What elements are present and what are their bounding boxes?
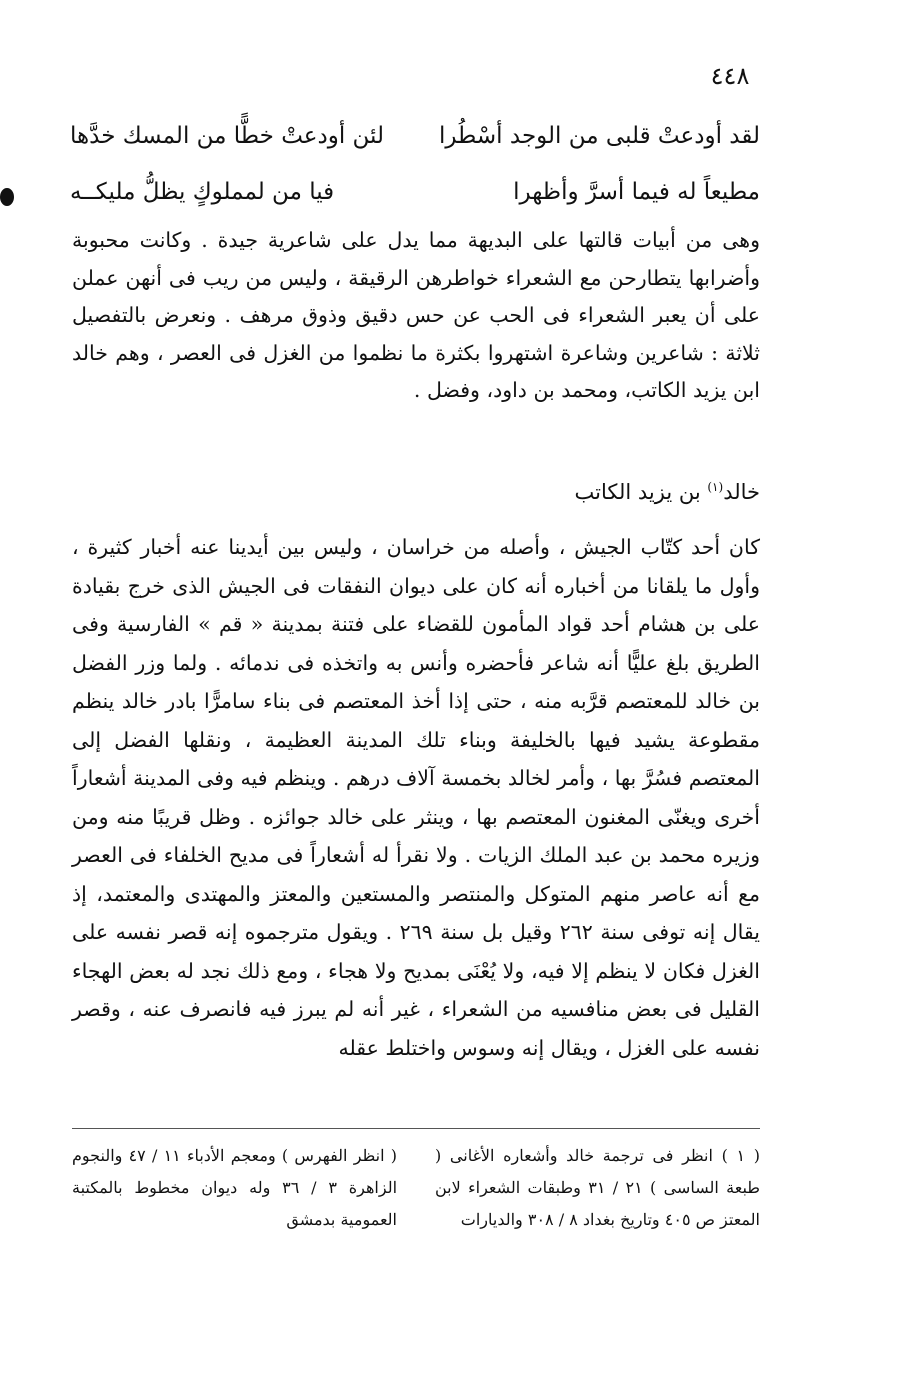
footnote-right: ( ١ ) انظر فى ترجمة خالد وأشعاره الأغانى ( طبعة الساسى ) ٢١ / ٣١ وطبقات الشعراء لابن المعتز ص ٤٠٥ وتاريخ بغداد ٨ / ٣٠٨ والديارات [435, 1146, 761, 1229]
heading-name: خالد [723, 480, 760, 504]
footnote-marker[interactable]: (١) [707, 480, 724, 494]
section-body: كان أحد كتّاب الجيش ، وأصله من خراسان ، وليس بين أيدينا عنه أخبار كثيرة ، وأول ما يلقانا من أخباره أنه كان على ديوان النفقات فى الجيش الذى خرج بقيادة على بن هشام أحد قواد المأمون للقضاء على فتنة بمدينة « قم » الفارسية وفى الطريق بلغ عليًّا أنه شاعر فأحضره وأنس به واتخذه فى ندمائه . ولما وزر الفضل بن خالد للمعتصم قرَّبه منه ، حتى إذا أخذ المعتصم فى بناء سامرًّا بادر خالد ينظم مقطوعة يشيد فيها بالخليفة وبناء تلك المدينة العظيمة ، ونقلها الفضل إلى المعتصم فسُرَّ بها ، وأمر لخالد بخمسة آلاف درهم . وينظم فيه وفى المدينة أشعاراً أخرى ويغنّى المغنون المعتصم بها ، وينثر على خالد جوائزه . وظل قريبًا منه ومن وزيره محمد بن عبد الملك الزيات . ولا نقرأ له أشعاراً فى مديح الخلفاء فى العصر مع أنه عاصر منهم المتوكل والمنتصر والمستعين والمعتز والمهتدى والمعتمد، إذ يقال إنه توفى سنة ٢٦٢ وقيل بل سنة ٢٦٩ . ويقول مترجموه إنه قصر نفسه على الغزل فكان لا ينظم إلا فيه، ولا يُعْنَى بمديح ولا هجاء ، ومع ذلك نجد له بعض الهجاء القليل فى بعض منافسيه من الشعراء ، غير أنه لم يبرز فيه فانصرف عنه ، وقصر نفسه على الغزل ، ويقال إنه وسوس واختلط عقله [72, 535, 761, 1060]
heading-rest: بن يزيد الكاتب [574, 480, 708, 504]
verse-hemistich-first: فيا من لمملوكٍ يظلُّ مليكــه [70, 179, 335, 205]
bullet-mark [0, 188, 14, 206]
verse-line [70, 164, 760, 220]
page-number: ٤٤٨ [710, 62, 750, 90]
verse-hemistich-first: لئن أودعتْ خطًّا من المسك خدَّها [70, 123, 385, 149]
verse-hemistich-second: لقد أودعتْ قلبى من الوجد أسْطُرا [438, 123, 760, 149]
footnote-divider [72, 1128, 760, 1129]
verse-hemistich-second: مطيعاً له فيما أسرَّ وأظهرا [513, 179, 760, 205]
intro-paragraph: وهى من أبيات قالتها على البديهة مما يدل على شاعرية جيدة . وكانت محبوبة وأضرابها يتطارحن مع الشعراء خواطرهن الرقيقة ، وليس من ريب فى أنهن عملن على أن يعبر الشعراء فى الحب عن حس دقيق وذوق مرهف . ونعرض بالتفصيل ثلاثة : شاعرين وشاعرة اشتهروا بكثرة ما نظموا من الغزل فى العصر ، وهم خالد ابن يزيد الكاتب، ومحمد بن داود، وفضل . [72, 228, 760, 402]
verse-line [70, 108, 760, 164]
section-heading [400, 480, 760, 504]
verse-block [70, 108, 760, 220]
footnote-left: ( انظر الفهرس ) ومعجم الأدباء ١١ / ٤٧ والنجوم الزاهرة ٣ / ٣٦ وله ديوان مخطوط بالمكتبة العمومية بدمشق [72, 1146, 398, 1229]
